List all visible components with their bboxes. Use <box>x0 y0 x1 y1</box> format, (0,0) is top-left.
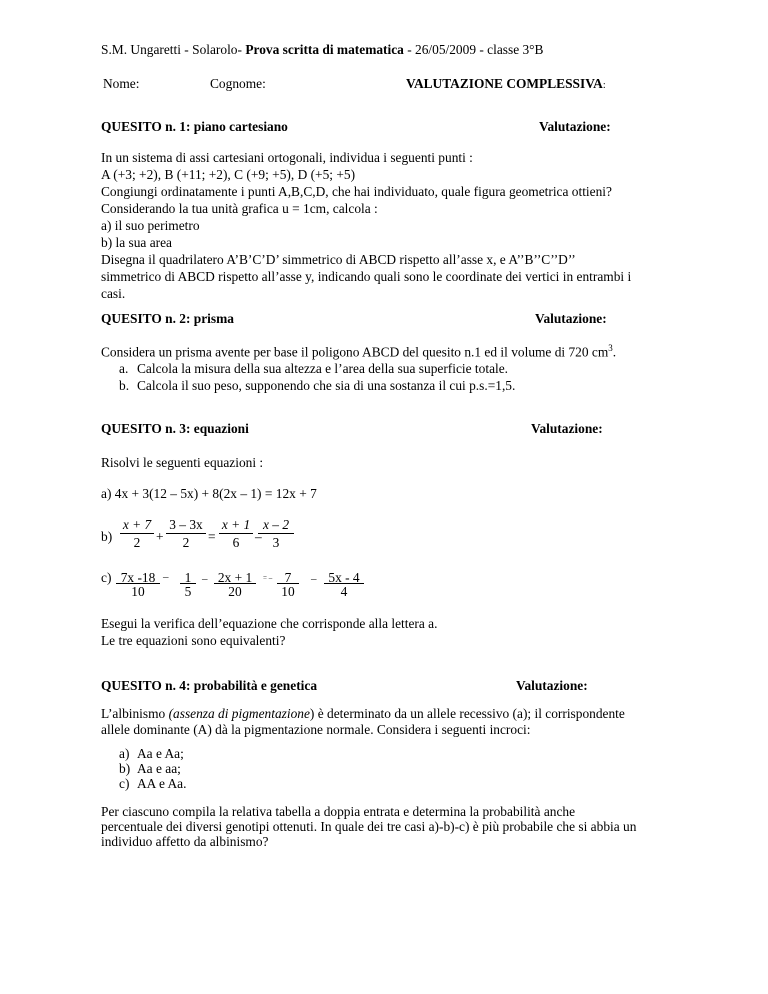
fraction-bar <box>120 533 154 534</box>
q3-intro: Risolvi le seguenti equazioni : <box>101 455 264 470</box>
list-marker: c) <box>119 776 130 791</box>
fraction-bar <box>219 533 253 534</box>
q4-intro-line2: allele dominante (A) dà la pigmentazione normale. Considera i seguenti incroci: <box>101 722 531 737</box>
list-item <box>119 776 681 791</box>
list-text: Calcola la misura della sua altezza e l’area della sua superficie totale. <box>137 361 509 377</box>
q3-title: QUESITO n. 3: equazioni <box>101 421 249 436</box>
page-header <box>101 43 543 56</box>
exam-title: Prova scritta di matematica <box>245 42 404 57</box>
q1-line: Considerando la tua unità grafica u = 1cm, calcola : <box>101 201 378 216</box>
fraction <box>214 571 256 599</box>
q2-intro-sup: 3 <box>608 343 613 353</box>
list-text: Calcola il suo peso, supponendo che sia di una sostanza il cui p.s.=1,5. <box>137 378 516 394</box>
q3-verify: Esegui la verifica dell’equazione che corrisponde alla lettera a. <box>101 616 438 631</box>
list-item <box>119 360 681 377</box>
list-item <box>119 761 681 776</box>
q2-intro <box>101 340 681 360</box>
school-name: S.M. Ungaretti - Solarolo- <box>101 42 242 57</box>
q1-body <box>101 149 681 302</box>
equation-c-label: c) <box>101 570 112 585</box>
fraction <box>258 518 294 550</box>
q4-intro-line <box>101 706 681 722</box>
fraction-denominator: 10 <box>281 584 295 600</box>
q1-line: Congiungi ordinatamente i punti A,B,C,D, che hai individuato, quale figura geometrica ottieni? <box>101 184 612 199</box>
equation-b-label: b) <box>101 529 113 544</box>
q4-intro <box>101 706 681 738</box>
date-class: - 26/05/2009 - classe 3°B <box>403 42 544 57</box>
fraction-numerator: 2x + 1 <box>217 570 253 585</box>
valutazione-colon: : <box>602 80 606 91</box>
equation-a: a) 4x + 3(12 – 5x) + 8(2x – 1) = 12x + 7 <box>101 486 317 501</box>
q1-line: simmetrico di ABCD rispetto all’asse y, indicando quali sono le coordinate dei vertici in entrambi i <box>101 269 632 284</box>
valutazione-complessiva <box>406 77 606 91</box>
equals-sign: = – <box>263 574 273 582</box>
fraction-denominator: 20 <box>228 584 242 600</box>
fraction-numerator: 5x - 4 <box>328 570 360 585</box>
q1-line: b) la sua area <box>101 235 173 250</box>
fraction <box>116 571 160 599</box>
q2-title: QUESITO n. 2: prisma <box>101 311 234 326</box>
q4-title: QUESITO n. 4: probabilità e genetica <box>101 678 318 693</box>
fraction <box>120 518 154 550</box>
q4-intro-italic: (assenza di pigmentazione <box>168 706 310 721</box>
q1-title: QUESITO n. 1: piano cartesiano <box>101 119 288 134</box>
q2-body <box>101 340 681 394</box>
operator: + <box>156 529 164 544</box>
q1-line: In un sistema di assi cartesiani ortogonali, individua i seguenti punti : <box>101 150 473 165</box>
equals-sign: = <box>208 529 216 544</box>
fraction-numerator: 7x -18 <box>120 570 156 585</box>
list-text: Aa e Aa; <box>137 746 184 761</box>
q4-final-line: percentuale dei diversi genotipi ottenuti. In quale dei tre casi a)-b)-c) è più probabile che si abbia un <box>101 819 637 834</box>
q3-equivalent: Le tre equazioni sono equivalenti? <box>101 633 286 648</box>
q3-footer <box>101 615 681 649</box>
fraction-numerator: x + 1 <box>221 517 251 532</box>
q1-grade: Valutazione: <box>539 119 611 134</box>
list-marker: a) <box>119 746 130 761</box>
fraction-denominator: 2 <box>133 535 141 551</box>
q1-line: a) il suo perimetro <box>101 218 200 233</box>
nome-label: Nome: <box>103 76 140 91</box>
q3-grade: Valutazione: <box>531 421 603 436</box>
list-text: Aa e aa; <box>137 761 181 776</box>
q1-line: A (+3; +2), B (+11; +2), C (+9; +5), D (+5; +5) <box>101 167 356 182</box>
q2-grade: Valutazione: <box>535 311 607 326</box>
fraction <box>324 571 364 599</box>
q4-list-wrap <box>101 746 681 791</box>
list-item <box>119 746 681 761</box>
fraction-numerator: 3 – 3x <box>169 517 203 532</box>
q2-list <box>101 360 681 394</box>
fraction <box>166 518 206 550</box>
operator: – <box>163 571 169 583</box>
fraction-denominator: 3 <box>272 535 280 551</box>
q4-intro-a: L’albinismo <box>101 706 169 721</box>
cognome-label: Cognome: <box>210 76 266 91</box>
fraction <box>219 518 253 550</box>
fraction-bar <box>166 533 206 534</box>
operator: – <box>255 529 262 544</box>
list-marker: b. <box>119 378 130 394</box>
fraction-numerator: 7 <box>284 570 292 585</box>
valutazione-complessiva-label: VALUTAZIONE COMPLESSIVA <box>406 76 603 91</box>
q4-list <box>101 746 681 791</box>
fraction-denominator: 2 <box>182 535 190 551</box>
fraction-denominator: 10 <box>131 584 145 600</box>
q4-final <box>101 804 681 849</box>
fraction-numerator: 1 <box>184 570 192 585</box>
q4-grade: Valutazione: <box>516 678 588 693</box>
list-text: AA e Aa. <box>137 776 187 791</box>
fraction-bar <box>258 533 294 534</box>
fraction-numerator: x + 7 <box>122 517 152 532</box>
fraction-denominator: 4 <box>340 584 348 600</box>
list-marker: a. <box>119 361 129 377</box>
fraction-numerator: x – 2 <box>262 517 290 532</box>
q4-final-line: Per ciascuno compila la relativa tabella a doppia entrata e determina la probabilità anche <box>101 804 576 819</box>
fraction <box>180 571 196 599</box>
q4-final-line: individuo affetto da albinismo? <box>101 834 269 849</box>
operator: – <box>311 573 317 585</box>
q4-intro-b: ) è determinato da un allele recessivo (a); il corrispondente <box>309 706 625 721</box>
q1-line: casi. <box>101 286 126 301</box>
list-item <box>119 377 681 394</box>
list-marker: b) <box>119 761 131 776</box>
fraction <box>277 571 299 599</box>
q2-intro-text: Considera un prisma avente per base il poligono ABCD del quesito n.1 ed il volume di 720 cm <box>101 344 609 360</box>
q2-intro-end: . <box>612 344 617 360</box>
fraction-denominator: 5 <box>184 584 192 600</box>
fraction-denominator: 6 <box>232 535 240 551</box>
operator: – <box>202 573 208 585</box>
q1-line: Disegna il quadrilatero A’B’C’D’ simmetrico di ABCD rispetto all’asse x, e A’’B’’C’’D’’ <box>101 252 576 267</box>
